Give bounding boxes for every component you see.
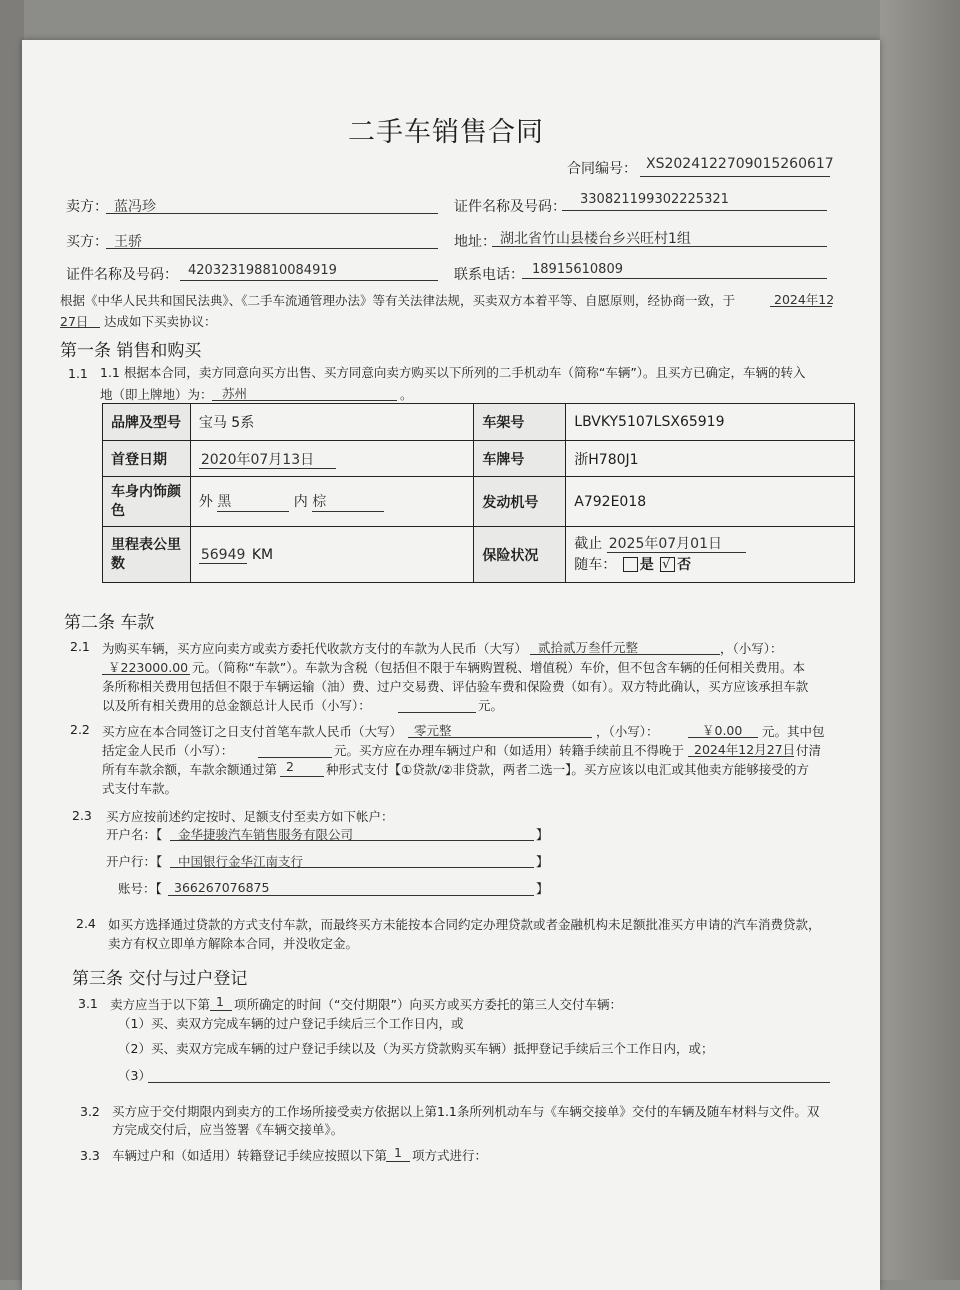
acct-name-value[interactable]: 金华捷骏汽车销售服务有限公司: [178, 827, 354, 842]
p24-a: 如买方选择通过贷款的方式支付车款，而最终买方未能按本合同约定办理贷款或者金融机构未足额批准买方申请的汽车消费贷款，: [108, 917, 821, 932]
p31-o3: （3）: [118, 1068, 151, 1083]
p21-c: 元。（简称“车款”）。车款为含税（包括但不限于车辆购置税、增值税）车价，但不包含车辆的任何相关费用。本: [192, 660, 805, 675]
acct-bank-value[interactable]: 中国银行金华江南支行: [178, 854, 304, 869]
p22-h: 种形式支付【①贷款/②非贷款，两者二选一】。买方应该以电汇或其他卖方能够接受的方: [326, 762, 809, 777]
p23-num: 2.3: [72, 808, 92, 823]
p22-deadline[interactable]: 2024年12月27日: [694, 742, 796, 757]
acct-name-close: 】: [536, 827, 549, 842]
buyer-id-value[interactable]: 420323198810084919: [188, 263, 337, 278]
buyer-value[interactable]: 王骄: [114, 234, 142, 250]
p24-num: 2.4: [76, 916, 96, 931]
insurance-label: 保险状况: [474, 527, 566, 583]
reg-cell: [190, 441, 474, 477]
p21-amount-num[interactable]: ￥223000.00: [108, 660, 189, 675]
p21-num: 2.1: [70, 639, 90, 654]
follow-line: [574, 555, 846, 576]
color-cell: [190, 477, 474, 527]
vin-value[interactable]: LBVKY5107LSX65919: [566, 404, 855, 441]
yes-label: 是: [639, 556, 654, 573]
p22-i: 式支付车款。: [102, 781, 178, 796]
vehicle-table: [102, 403, 855, 583]
p21-e: 以及所有相关费用的总金额总计人民币（小写）：: [102, 698, 371, 713]
check-mark-icon: √: [662, 557, 671, 572]
acct-bank-close: 】: [536, 854, 549, 869]
p22-f: 付清: [796, 743, 822, 758]
ext-label: 外: [198, 494, 213, 510]
p22-a: 买方应在本合同签订之日支付首笔车款人民币（大写）: [102, 724, 403, 739]
article2-heading: 第二条 车款: [64, 613, 155, 633]
mileage-cell: [190, 527, 474, 583]
background-left: [0, 0, 24, 1280]
p33-b: 项方式进行：: [412, 1148, 488, 1163]
p24-b: 卖方有权立即单方解除本合同，并没收定金。: [108, 936, 359, 951]
p21-b: ，（小写）：: [720, 641, 783, 656]
p22-method[interactable]: 2: [286, 759, 294, 774]
insurance-line: [574, 534, 846, 555]
vehicle-row-mileage: [103, 527, 855, 583]
vehicle-row-brand: [103, 404, 855, 441]
acct-name-label: 开户名：【: [106, 827, 163, 842]
mileage-label: 里程表公里数: [103, 527, 191, 583]
article1-end: 。: [400, 387, 413, 402]
p21-amount-cn[interactable]: 贰拾贰万叁仟元整: [538, 640, 639, 655]
p23-a: 买方应按前述约定按时、足额支付至卖方如下帐户：: [106, 809, 394, 824]
int-label: 内: [293, 494, 308, 510]
p22-num: 2.2: [70, 722, 90, 737]
mileage-value[interactable]: 56949: [200, 546, 246, 563]
color-label: 车身内饰颜色: [103, 477, 191, 527]
buyer-id-label: 证件名称及号码：: [66, 267, 178, 283]
follow-label: 随车：: [574, 556, 617, 573]
insurance-value[interactable]: 2025年07月01日: [607, 536, 746, 553]
phone-label: 联系电话：: [454, 267, 524, 283]
p31-a: 卖方应当于以下第: [110, 997, 211, 1012]
engine-value[interactable]: A792E018: [566, 477, 855, 527]
p21-d: 条所称相关费用包括但不限于车辆运输（油）费、过户交易费、评估验车费和保险费（如有）。双方特此确认，买方应该承担车款: [102, 679, 809, 694]
intro-line1: 根据《中华人民共和国民法典》、《二手车流通管理办法》等有关法律法规，买卖双方本着平等、自愿原则，经协商一致，于: [60, 293, 736, 308]
seller-value[interactable]: 蓝冯珍: [114, 199, 156, 215]
contract-paper: [22, 40, 880, 1290]
p32-b: 方完成交付后，应当签署《车辆交接单》。: [112, 1122, 344, 1137]
article1-text2: 地（即上牌地）为：: [100, 387, 213, 402]
p31-item[interactable]: 1: [216, 994, 224, 1009]
document-title: 二手车销售合同: [348, 117, 544, 148]
p31-num: 3.1: [78, 996, 98, 1011]
plate-value[interactable]: 浙H780J1: [566, 441, 855, 477]
intro-date-part2[interactable]: 27日: [60, 314, 89, 329]
ext-value[interactable]: 黑: [217, 491, 289, 512]
p32-a: 买方应于交付期限内到卖方的工作场所接受卖方依据以上第1.1条所列机动车与《车辆交接单》交付的车辆及随车材料与文件。双: [112, 1104, 820, 1119]
p22-first-num[interactable]: ￥0.00: [702, 723, 743, 738]
p32-num: 3.2: [80, 1104, 100, 1119]
buyer-label: 买方：: [66, 234, 108, 250]
p22-c: 元。其中包: [762, 724, 825, 739]
intro-line2: 达成如下买卖协议：: [104, 314, 217, 329]
vin-label: 车架号: [474, 404, 566, 441]
insurance-cell: [566, 527, 855, 583]
yes-checkbox[interactable]: [623, 557, 638, 572]
engine-label: 发动机号: [474, 477, 566, 527]
int-value[interactable]: 棕: [312, 491, 384, 512]
insurance-prefix: 截止: [574, 535, 603, 552]
article3-heading: 第三条 交付与过户登记: [72, 969, 248, 989]
p33-num: 3.3: [80, 1148, 100, 1163]
reg-value[interactable]: 2020年07月13日: [199, 452, 336, 469]
contract-no-value[interactable]: XS2024122709015260617: [646, 156, 834, 172]
p22-first-cn[interactable]: 零元整: [414, 723, 452, 738]
p31-o1: （1）买、卖双方完成车辆的过户登记手续后三个工作日内，或: [118, 1016, 464, 1031]
address-label: 地址：: [454, 234, 496, 250]
contract-no-label: 合同编号：: [567, 161, 637, 177]
article1-heading: 第一条 销售和购买: [60, 341, 202, 361]
p21-f: 元。: [478, 698, 504, 713]
p31-b: 项所确定的时间（“交付期限”）向买方或买方委托的第三人交付车辆：: [234, 997, 622, 1012]
phone-value[interactable]: 18915610809: [532, 262, 623, 277]
acct-no-close: 】: [536, 881, 549, 896]
p31-o2: （2）买、卖双方完成车辆的过户登记手续以及（为买方贷款购买车辆）抵押登记手续后三个工作日内，或；: [118, 1041, 714, 1056]
p22-b: ，（小写）：: [596, 724, 659, 739]
p22-e: 元。买方应在办理车辆过户和（如适用）转籍手续前且不得晚于: [334, 743, 685, 758]
acct-no-label: 账号：【: [118, 881, 162, 896]
brand-value[interactable]: 宝马 5系: [190, 404, 474, 441]
mileage-unit: KM: [251, 546, 274, 563]
acct-no-value[interactable]: 366267076875: [174, 880, 270, 895]
address-value[interactable]: 湖北省竹山县楼台乡兴旺村1组: [500, 231, 691, 247]
p33-a: 车辆过户和（如适用）转籍登记手续应按照以下第: [112, 1148, 388, 1163]
article1-place[interactable]: 苏州: [222, 386, 248, 401]
p21-a: 为购买车辆，买方应向卖方或卖方委托代收款方支付的车款为人民币（大写）: [102, 641, 528, 656]
vehicle-row-reg: [103, 441, 855, 477]
acct-bank-label: 开户行：【: [106, 854, 163, 869]
reg-label: 首登日期: [103, 441, 191, 477]
no-checkbox[interactable]: [660, 557, 675, 572]
seller-id-label: 证件名称及号码：: [454, 199, 566, 215]
article1-num: 1.1: [68, 366, 88, 381]
p22-g: 所有车款余额，车款余额通过第: [102, 762, 278, 777]
no-label: 否: [677, 556, 692, 573]
seller-id-value[interactable]: 330821199302225321: [580, 192, 729, 207]
background-right: [880, 0, 960, 1280]
plate-label: 车牌号: [474, 441, 566, 477]
article1-text1: 1.1 根据本合同，卖方同意向买方出售、买方同意向卖方购买以下所列的二手机动车（简称“车辆”）。且买方已确定，车辆的转入: [100, 365, 806, 380]
intro-date-part1[interactable]: 2024年12: [774, 292, 835, 307]
p22-d: 括定金人民币（小写）：: [102, 743, 234, 758]
brand-label: 品牌及型号: [103, 404, 191, 441]
seller-label: 卖方：: [66, 199, 108, 215]
vehicle-row-color: [103, 477, 855, 527]
p33-item[interactable]: 1: [394, 1145, 402, 1160]
